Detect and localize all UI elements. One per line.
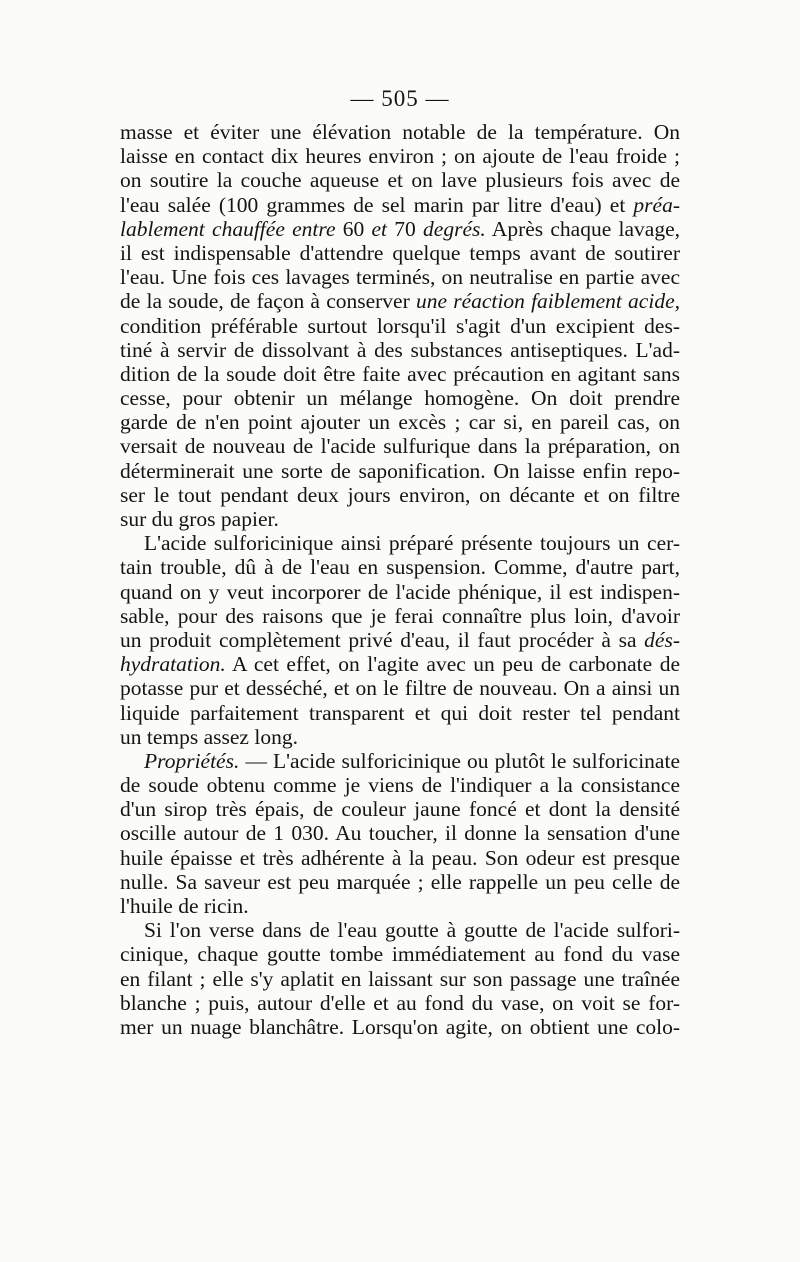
text-segment: l'eau salée (100 grammes de sel marin par litre d'eau) et: [120, 192, 634, 217]
text-segment: potasse pur et desséché, et on le filtre de nouveau. On a ainsi un: [120, 676, 680, 701]
text-line: [120, 628, 680, 652]
text-segment: cesse, pour obtenir un mélange homogène. On doit prendre: [120, 386, 680, 411]
text-line: [120, 725, 680, 749]
text-segment: garde de n'en point ajouter un excès ; car si, en pareil cas, on: [120, 410, 680, 435]
text-line: [120, 386, 680, 410]
text-segment: cinique, chaque goutte tombe immédiatement au fond du vase: [120, 942, 680, 967]
text-segment: A cet effet, on l'agite avec un peu de carbonate de: [225, 652, 680, 677]
text-line: [120, 894, 680, 918]
text-line: [120, 531, 680, 555]
text-line: [120, 217, 680, 241]
italic-text: lablement chauffée entre: [120, 216, 336, 241]
text-segment: ser le tout pendant deux jours environ, on décante et on filtre: [120, 482, 680, 507]
text-line: [120, 507, 680, 531]
text-segment: Si l'on verse dans de l'eau goutte à goutte de l'acide sulfori-: [144, 918, 680, 943]
text-segment: sable, pour des raisons que je ferai connaître plus loin, d'avoir: [120, 603, 680, 628]
text-line: [120, 314, 680, 338]
text-segment: laisse en contact dix heures environ ; on ajoute de l'eau froide ;: [120, 144, 680, 169]
text-line: [120, 942, 680, 966]
text-segment: l'eau. Une fois ces lavages terminés, on neutralise en partie avec: [120, 265, 680, 290]
text-line: [120, 241, 680, 265]
text-line: [120, 289, 680, 313]
text-line: [120, 555, 680, 579]
text-line: [120, 362, 680, 386]
text-segment: nulle. Sa saveur est peu marquée ; elle rappelle un peu celle de: [120, 869, 680, 894]
text-segment: dition de la soude doit être faite avec précaution en agitant sans: [120, 361, 680, 386]
text-line: [120, 580, 680, 604]
text-line: [120, 918, 680, 942]
body-text: [120, 120, 680, 1039]
text-segment: tain trouble, dû à de l'eau en suspension. Comme, d'autre part,: [120, 555, 680, 580]
text-line: [120, 338, 680, 362]
text-line: [120, 749, 680, 773]
italic-text: préa-: [633, 192, 680, 217]
italic-text: et: [371, 216, 388, 241]
text-segment: de la soude, de façon à conserver: [120, 289, 416, 314]
text-segment: en filant ; elle s'y aplatit en laissant sur son passage une traînée: [120, 966, 680, 991]
text-segment: sur du gros papier.: [120, 507, 279, 531]
text-line: [120, 483, 680, 507]
text-line: [120, 870, 680, 894]
text-line: [120, 193, 680, 217]
text-segment: blanche ; puis, autour d'elle et au fond du vase, on voit se for-: [120, 990, 680, 1015]
text-segment: tiné à servir de dissolvant à des substances antiseptiques. L'ad-: [120, 337, 680, 362]
text-segment: oscille autour de 1 030. Au toucher, il donne la sensation d'une: [120, 821, 680, 846]
text-segment: L'acide sulforicinique ainsi préparé présente toujours un cer-: [144, 531, 680, 556]
text-segment: condition préférable surtout lorsqu'il s'agit d'un excipient des-: [120, 313, 680, 338]
text-line: [120, 797, 680, 821]
text-line: [120, 120, 680, 144]
text-line: [120, 459, 680, 483]
text-line: [120, 604, 680, 628]
text-line: [120, 676, 680, 700]
text-segment: l'huile de ricin.: [120, 894, 249, 918]
text-segment: un temps assez long.: [120, 724, 298, 749]
text-segment: déterminerait une sorte de saponification. On laisse enfin repo-: [120, 458, 680, 483]
text-line: [120, 846, 680, 870]
text-segment: d'un sirop très épais, de couleur jaune foncé et dont la densité: [120, 797, 680, 822]
text-segment: quand on y veut incorporer de l'acide phénique, il est indispen-: [120, 579, 680, 604]
text-segment: huile épaisse et très adhérente à la peau. Son odeur est presque: [120, 845, 680, 870]
text-segment: de soude obtenu comme je viens de l'indiquer a la consistance: [120, 773, 680, 798]
italic-text: degrés.: [423, 216, 486, 241]
text-line: [120, 967, 680, 991]
text-line: [120, 773, 680, 797]
italic-text: une réaction faiblement acide,: [415, 289, 680, 314]
text-segment: mer un nuage blanchâtre. Lorsqu'on agite, on obtient une colo-: [120, 1014, 680, 1039]
text-line: [120, 434, 680, 458]
text-segment: il est indispensable d'attendre quelque temps avant de soutirer: [120, 240, 680, 265]
page-number: — 505 —: [350, 86, 450, 111]
text-segment: 60: [335, 216, 372, 241]
italic-text: dés-: [644, 627, 680, 652]
text-line: [120, 265, 680, 289]
text-segment: — L'acide sulforicinique ou plutôt le sulforicinate: [239, 748, 680, 773]
text-segment: 70: [387, 216, 424, 241]
text-line: [120, 701, 680, 725]
text-segment: on soutire la couche aqueuse et on lave plusieurs fois avec de: [120, 168, 680, 193]
italic-text: Propriétés.: [144, 748, 240, 773]
text-segment: un produit complètement privé d'eau, il faut procéder à sa: [120, 627, 645, 652]
text-line: [120, 991, 680, 1015]
text-line: [120, 168, 680, 192]
text-segment: masse et éviter une élévation notable de la température. On: [120, 120, 680, 144]
text-line: [120, 1015, 680, 1039]
italic-text: hydratation.: [120, 652, 226, 677]
text-segment: Après chaque lavage,: [485, 216, 680, 241]
text-line: [120, 821, 680, 845]
text-segment: liquide parfaitement transparent et qui doit rester tel pendant: [120, 700, 680, 725]
text-line: [120, 652, 680, 676]
text-line: [120, 410, 680, 434]
text-line: [120, 144, 680, 168]
text-segment: versait de nouveau de l'acide sulfurique dans la préparation, on: [120, 434, 680, 459]
